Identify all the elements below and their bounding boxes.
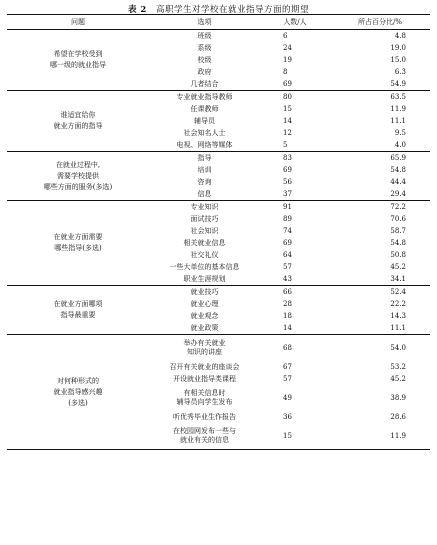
count-cell: 56 — [283, 177, 292, 186]
option-line: 咨询 — [197, 177, 212, 186]
count-cell: 74 — [283, 226, 292, 235]
percent-cell: 11.9 — [330, 423, 430, 450]
table-number: 表 2 — [127, 5, 147, 15]
option-line: 就业心理 — [190, 299, 219, 308]
count-cell: 67 — [283, 362, 292, 371]
percent-cell: 9.5 — [394, 128, 406, 137]
option-cell — [149, 423, 260, 450]
option-line: 就业技巧 — [190, 287, 219, 296]
option-line: 社会知名人士 — [183, 128, 226, 137]
percent-cell: 70.6 — [390, 214, 406, 223]
percent-cell: 15.0 — [390, 55, 406, 64]
option-line: 相关就业信息 — [183, 238, 226, 247]
percent-cell: 11.1 — [390, 116, 406, 125]
question-line: 哪些方面的服务(多选) — [43, 182, 113, 191]
percent-cell: 58.7 — [390, 226, 406, 235]
question-cell — [7, 91, 149, 152]
percent-cell: 14.3 — [390, 311, 406, 320]
percent-cell: 22.2 — [390, 299, 406, 308]
option-cell — [149, 335, 260, 362]
option-line: 社交礼仪 — [190, 250, 219, 259]
percent-cell: 53.2 — [390, 362, 406, 371]
percent-cell: 54.0 — [330, 335, 430, 362]
question-line: 哪些指导(多选) — [54, 244, 102, 252]
header-option: 选项 — [149, 15, 260, 30]
option-cell — [149, 176, 260, 188]
option-line: 电视、网络等媒体 — [176, 140, 233, 149]
option-line: 听优秀毕业生作报告 — [173, 412, 236, 421]
option-cell — [149, 261, 260, 273]
option-line: 就业观念 — [190, 311, 219, 320]
option-cell — [149, 115, 260, 127]
question-line: 在就业方面哪项 — [53, 300, 103, 308]
survey-table — [7, 14, 430, 450]
table-row — [7, 91, 430, 104]
table-row — [7, 30, 430, 43]
option-line: 就业有关的信息 — [180, 436, 229, 444]
option-cell — [149, 310, 260, 322]
percent-cell: 34.1 — [390, 274, 406, 283]
option-cell — [149, 273, 260, 286]
count-cell: 57 — [283, 262, 292, 271]
option-cell — [149, 225, 260, 237]
option-cell — [149, 103, 260, 115]
option-cell — [149, 152, 260, 165]
question-line: 需要学校提供 — [57, 171, 99, 180]
option-line: 辅导员向学生发布 — [176, 398, 233, 406]
question-line: 指导最重要 — [60, 311, 96, 319]
option-line: 培训 — [197, 165, 212, 174]
count-cell: 69 — [283, 165, 292, 174]
option-cell — [149, 78, 260, 91]
question-line: 在就业方面需要 — [53, 233, 103, 241]
option-cell — [149, 201, 260, 214]
option-line: 在校园网发布一些与 — [173, 427, 236, 435]
option-line: 专业就业指导教师 — [176, 92, 233, 101]
count-cell: 24 — [283, 43, 292, 52]
option-cell — [149, 139, 260, 152]
option-line: 召开有关就业的座谈会 — [169, 362, 240, 371]
option-cell — [149, 322, 260, 335]
percent-cell: 65.9 — [330, 152, 430, 165]
option-cell — [149, 54, 260, 66]
question-line: 就业指导感兴趣 — [53, 387, 103, 396]
option-line: 举办有关就业 — [183, 339, 226, 347]
option-line: 辅导员 — [194, 116, 215, 125]
question-line: 希望在学校受到 — [53, 50, 103, 58]
option-cell — [149, 298, 260, 310]
question-cell — [7, 335, 149, 450]
percent-cell: 45.2 — [390, 374, 406, 383]
option-line: 校级 — [197, 55, 212, 64]
option-line: 有相关信息时 — [183, 389, 226, 397]
percent-cell: 11.1 — [390, 323, 406, 332]
table-row — [7, 152, 430, 165]
question-line: 对何种形式的 — [57, 376, 99, 385]
header-percent: 所占百分比/% — [330, 15, 430, 30]
question-cell — [7, 286, 149, 335]
count-cell: 83 — [260, 152, 330, 165]
option-cell — [149, 42, 260, 54]
header-row — [7, 15, 430, 30]
option-cell — [149, 30, 260, 43]
count-cell: 64 — [283, 250, 292, 259]
question-line: 就业方面的指导 — [53, 122, 103, 130]
percent-cell: 54.8 — [390, 165, 406, 174]
percent-cell: 72.2 — [330, 201, 430, 214]
header-count: 人数/人 — [260, 15, 330, 30]
option-cell — [149, 213, 260, 225]
count-cell: 18 — [283, 311, 292, 320]
count-cell: 69 — [283, 238, 292, 247]
option-line: 任课教师 — [190, 104, 219, 113]
percent-cell: 29.4 — [390, 189, 406, 198]
percent-cell: 54.8 — [390, 238, 406, 247]
question-cell — [7, 30, 149, 91]
option-line: 政府 — [197, 67, 212, 76]
percent-cell: 4.0 — [394, 140, 406, 149]
question-line: 在就业过程中, — [55, 160, 101, 169]
option-line: 班级 — [197, 31, 212, 40]
option-cell — [149, 361, 260, 373]
percent-cell: 38.9 — [390, 393, 406, 402]
question-line: (多选) — [68, 398, 88, 407]
percent-cell: 6.3 — [394, 67, 406, 76]
table-title: 高职学生对学校在就业指导方面的期望 — [156, 5, 310, 15]
option-cell — [149, 237, 260, 249]
count-cell: 28 — [283, 299, 292, 308]
percent-cell: 52.4 — [330, 286, 430, 299]
option-cell — [149, 188, 260, 201]
percent-cell: 45.2 — [390, 262, 406, 271]
count-cell: 12 — [283, 128, 292, 137]
option-line: 就业政策 — [190, 323, 219, 332]
question-cell — [7, 152, 149, 201]
option-line: 信息 — [197, 189, 212, 198]
count-cell: 15 — [283, 104, 292, 113]
question-cell — [7, 201, 149, 286]
count-cell: 49 — [283, 393, 292, 402]
percent-cell: 54.9 — [390, 79, 406, 88]
question-line: 谁适宜给你 — [60, 111, 96, 119]
option-line: 社会知识 — [190, 226, 219, 235]
option-cell — [149, 91, 260, 104]
option-cell — [149, 66, 260, 78]
option-line: 系级 — [197, 43, 212, 52]
count-cell: 91 — [260, 201, 330, 214]
count-cell: 6 — [260, 30, 330, 43]
table-row — [7, 286, 430, 299]
question-line: 哪一级的就业指导 — [50, 61, 106, 69]
header-question: 问题 — [7, 15, 149, 30]
option-cell — [149, 373, 260, 385]
option-line: 开设就业指导类课程 — [173, 374, 236, 383]
table-row — [7, 335, 430, 362]
count-cell: 66 — [260, 286, 330, 299]
percent-cell: 19.0 — [390, 43, 406, 52]
count-cell: 14 — [283, 323, 292, 332]
count-cell: 89 — [283, 214, 292, 223]
table-body — [7, 30, 430, 450]
percent-cell: 11.9 — [390, 104, 406, 113]
count-cell: 37 — [283, 189, 292, 198]
option-line: 职业生涯规划 — [183, 274, 226, 283]
count-cell: 57 — [283, 374, 292, 383]
option-cell — [149, 127, 260, 139]
count-cell: 15 — [260, 423, 330, 450]
count-cell: 43 — [283, 274, 292, 283]
table-row — [7, 201, 430, 214]
option-cell — [149, 164, 260, 176]
option-line: 专业知识 — [190, 202, 219, 211]
count-cell: 14 — [283, 116, 292, 125]
percent-cell: 63.5 — [330, 91, 430, 104]
option-cell — [149, 411, 260, 423]
percent-cell: 28.6 — [390, 412, 406, 421]
percent-cell: 4.8 — [330, 30, 430, 43]
count-cell: 8 — [283, 67, 288, 76]
option-line: 面试技巧 — [190, 214, 219, 223]
option-line: 几者结合 — [190, 79, 219, 88]
option-line: 一些大单位的基本信息 — [169, 262, 240, 271]
option-line: 知识的讲座 — [187, 348, 222, 356]
count-cell: 36 — [283, 412, 292, 421]
percent-cell: 44.4 — [390, 177, 406, 186]
count-cell: 19 — [283, 55, 292, 64]
percent-cell: 50.8 — [390, 250, 406, 259]
option-cell — [149, 249, 260, 261]
option-cell — [149, 385, 260, 411]
count-cell: 68 — [260, 335, 330, 362]
option-line: 指导 — [197, 153, 212, 162]
count-cell: 80 — [260, 91, 330, 104]
count-cell: 69 — [283, 79, 292, 88]
count-cell: 5 — [283, 140, 288, 149]
option-cell — [149, 286, 260, 299]
